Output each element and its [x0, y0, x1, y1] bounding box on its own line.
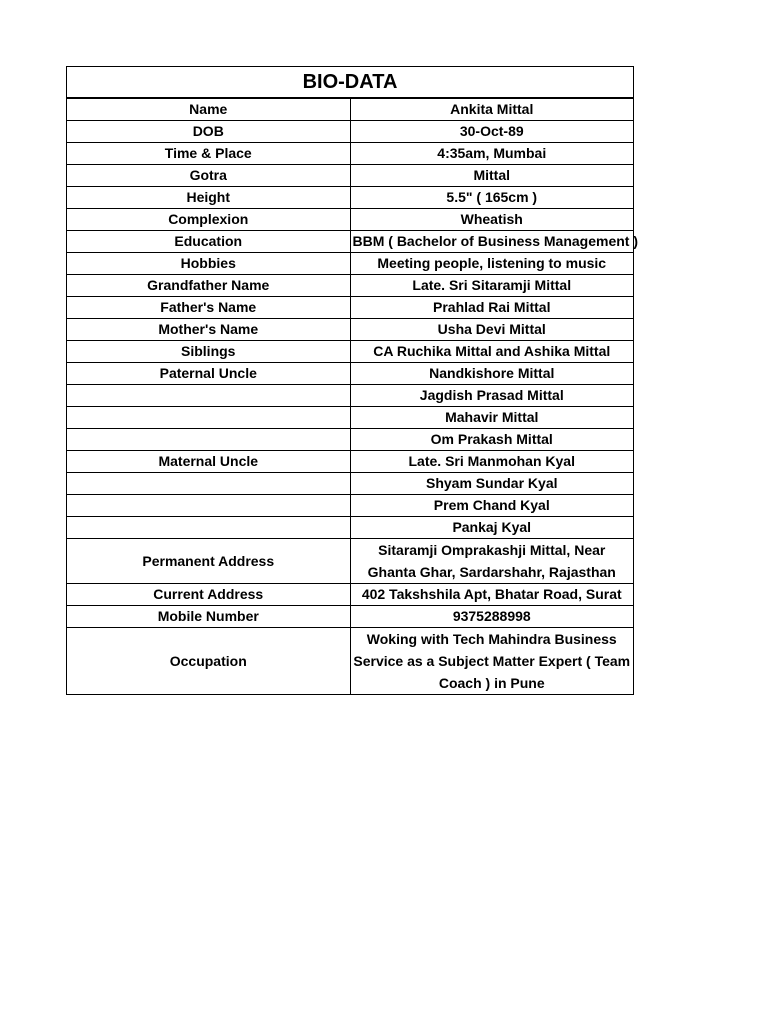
row-height [67, 187, 634, 209]
row-name [67, 98, 634, 121]
row-label: Current Address [67, 584, 351, 606]
row-label: Complexion [67, 209, 351, 231]
row-value: Late. Sri Sitaramji Mittal [350, 275, 634, 297]
row-label: Gotra [67, 165, 351, 187]
row-value: Usha Devi Mittal [350, 319, 634, 341]
row-mobile-number [67, 606, 634, 628]
row-value: CA Ruchika Mittal and Ashika Mittal [350, 341, 634, 363]
row-label [67, 473, 351, 495]
row-value: Pankaj Kyal [350, 517, 634, 539]
row-paternal-uncle-4 [67, 429, 634, 451]
bio-data-table [66, 66, 638, 695]
row-label: Time & Place [67, 143, 351, 165]
row-gotra [67, 165, 634, 187]
row-value: Shyam Sundar Kyal [350, 473, 634, 495]
row-label: DOB [67, 121, 351, 143]
row-value: Om Prakash Mittal [350, 429, 634, 451]
row-paternal-uncle-2 [67, 385, 634, 407]
row-label: Mother's Name [67, 319, 351, 341]
row-education [67, 231, 634, 253]
row-fathers-name [67, 297, 634, 319]
row-current-address [67, 584, 634, 606]
row-occupation [67, 628, 634, 695]
row-value: Meeting people, listening to music [350, 253, 634, 275]
row-value: Woking with Tech Mahindra Business Service as a Subject Matter Expert ( Team Coach ) in Pune [350, 628, 634, 695]
row-label [67, 385, 351, 407]
row-label: Education [67, 231, 351, 253]
row-label: Occupation [67, 628, 351, 695]
row-value: Sitaramji Omprakashji Mittal, Near Ghanta Ghar, Sardarshahr, Rajasthan [350, 539, 634, 584]
row-label: Height [67, 187, 351, 209]
row-value: Mahavir Mittal [350, 407, 634, 429]
row-value: 5.5" ( 165cm ) [350, 187, 634, 209]
row-grandfather-name [67, 275, 634, 297]
row-label [67, 517, 351, 539]
row-hobbies [67, 253, 634, 275]
row-dob [67, 121, 634, 143]
row-maternal-uncle [67, 451, 634, 473]
row-label: Father's Name [67, 297, 351, 319]
row-value: 402 Takshshila Apt, Bhatar Road, Surat [350, 584, 634, 606]
row-value: Ankita Mittal [350, 98, 634, 121]
row-label [67, 495, 351, 517]
row-label [67, 429, 351, 451]
row-maternal-uncle-3 [67, 495, 634, 517]
table-title: BIO-DATA [67, 67, 634, 99]
row-value: Late. Sri Manmohan Kyal [350, 451, 634, 473]
bio-data-sheet [66, 66, 638, 695]
row-siblings [67, 341, 634, 363]
row-value: 9375288998 [350, 606, 634, 628]
row-label: Hobbies [67, 253, 351, 275]
row-label: Paternal Uncle [67, 363, 351, 385]
row-mothers-name [67, 319, 634, 341]
row-value: Prem Chand Kyal [350, 495, 634, 517]
row-value: Prahlad Rai Mittal [350, 297, 634, 319]
row-maternal-uncle-4 [67, 517, 634, 539]
row-permanent-address [67, 539, 634, 584]
row-time-place [67, 143, 634, 165]
row-complexion [67, 209, 634, 231]
row-label: Maternal Uncle [67, 451, 351, 473]
row-label: Siblings [67, 341, 351, 363]
title-row [67, 67, 634, 99]
row-label: Mobile Number [67, 606, 351, 628]
row-value: 30-Oct-89 [350, 121, 634, 143]
row-value: 4:35am, Mumbai [350, 143, 634, 165]
row-paternal-uncle [67, 363, 634, 385]
row-value: Nandkishore Mittal [350, 363, 634, 385]
row-paternal-uncle-3 [67, 407, 634, 429]
row-label: Name [67, 98, 351, 121]
row-value: Mittal [350, 165, 634, 187]
row-label: Permanent Address [67, 539, 351, 584]
row-value: Jagdish Prasad Mittal [350, 385, 634, 407]
row-label [67, 407, 351, 429]
row-value: Wheatish [350, 209, 634, 231]
row-maternal-uncle-2 [67, 473, 634, 495]
row-label: Grandfather Name [67, 275, 351, 297]
row-value: BBM ( Bachelor of Business Management ) [350, 231, 634, 253]
